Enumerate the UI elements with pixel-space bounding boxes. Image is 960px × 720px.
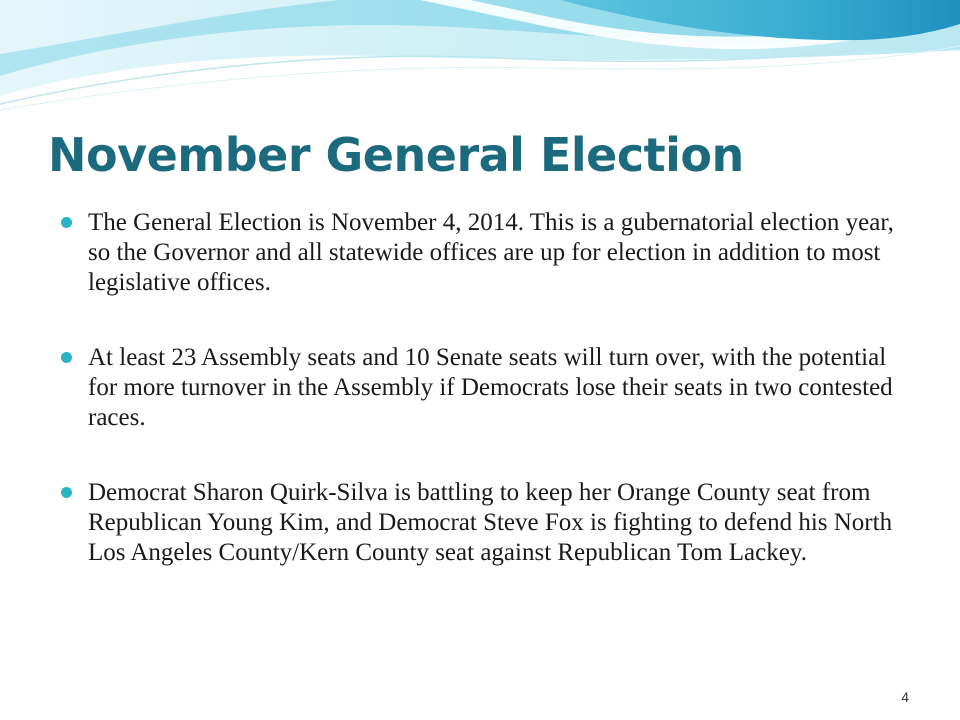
bullet-dot-icon: [61, 487, 72, 498]
slide-number: 4: [901, 689, 909, 705]
bullet-item: [60, 208, 900, 298]
header-wave-decoration: [0, 0, 960, 130]
bullet-text: The General Election is November 4, 2014. This is a gubernatorial election year, so the Governor and all statewide offices are up for election in addition to most legislative offices.: [88, 209, 894, 296]
bullet-list: [60, 208, 900, 568]
slide-title: November General Election: [48, 128, 744, 182]
bullet-item: [60, 478, 900, 568]
bullet-text: At least 23 Assembly seats and 10 Senate seats will turn over, with the potential for more turnover in the Assembly if Democrats lose their seats in two contested races.: [88, 344, 893, 431]
bullet-dot-icon: [61, 217, 72, 228]
bullet-dot-icon: [61, 352, 72, 363]
bullet-text: Democrat Sharon Quirk-Silva is battling to keep her Orange County seat from Republican Young Kim, and Democrat Steve Fox is fighting to defend his North Los Angeles County/Kern County seat against Republican Tom Lackey.: [88, 479, 893, 566]
bullet-item: [60, 343, 900, 433]
